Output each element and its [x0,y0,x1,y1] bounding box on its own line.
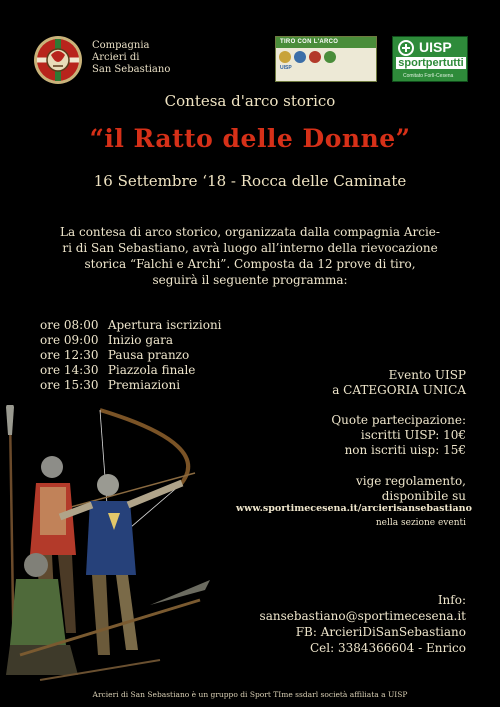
sponsor-badge-icon [309,51,321,63]
intro-paragraph [40,224,460,288]
sponsor-badge-icon [324,51,336,63]
regulation-section: nella sezione eventi [375,518,466,528]
sponsor-badge-icon [294,51,306,63]
footer-note: Arcieri di San Sebastiano è un gruppo di Sport TIme ssdarl società affiliata a UISP [92,690,408,699]
fee-line: iscritti UISP: 10€ [360,428,466,442]
sportpertutti-wordmark: sportpertutti [396,57,466,69]
tiro-con-arco-sponsor-logo [275,36,377,82]
regulation-line: vige regolamento, [355,474,466,488]
schedule-label: Premiazioni [107,378,181,392]
schedule-item [40,363,222,378]
schedule-label: Apertura iscrizioni [107,318,222,332]
uisp-mark-icon [397,40,415,56]
schedule-item [40,333,222,348]
sponsor-badge-icon [279,51,291,63]
schedule-label: Inizio gara [107,333,174,347]
schedule-time: ore 08:00 [40,318,99,332]
contact-facebook: FB: ArcieriDiSanSebastiano [295,625,466,639]
event-subtitle: Contesa d'arco storico [164,92,336,110]
schedule-time: ore 09:00 [40,333,99,347]
event-title: “il Ratto delle Donne” [89,124,411,153]
contact-phone: Cel: 3384366604 - Enrico [309,641,466,655]
club-name-line: San Sebastiano [92,64,171,75]
club-name-line: Compagnia [92,40,150,51]
schedule-item [40,348,222,363]
fee-line: non iscriti uisp: 15€ [344,443,466,457]
schedule-item [40,318,222,333]
event-category [332,368,466,398]
sponsor-caption: UISP [280,65,292,71]
regulation-line: disponibile su [381,489,466,503]
schedule-label: Pausa pranzo [107,348,190,362]
contact-email: sansebastiano@sportimecesena.it [259,609,466,623]
intro-line: La contesa di arco storico, organizzata dalla compagnia Arcie- [60,225,440,239]
committee-caption: Comitato Forlì-Cesena [403,73,454,79]
club-seal-logo [33,35,83,85]
schedule-label: Piazzola finale [107,363,196,377]
fees-heading: Quote partecipazione: [331,413,466,427]
club-name [92,40,170,76]
contact-heading: Info: [437,593,466,607]
medieval-archers-illustration [0,405,240,705]
club-name-line: Arcieri di [92,52,140,63]
uisp-sportpertutti-logo [392,36,468,82]
contact-block [260,592,466,656]
intro-line: ri di San Sebastiano, avrà luogo all’interno della rievocazione [62,241,438,255]
regulation-url: www.sportimecesena.it/arcierisansebastiano [236,503,472,514]
regulation-block [356,474,466,504]
schedule-item [40,378,222,393]
schedule-time: ore 12:30 [40,348,99,362]
schedule-time: ore 14:30 [40,363,99,377]
event-line: Evento UISP [388,368,466,382]
event-date-place: 16 Settembre ‘18 - Rocca delle Caminate [93,172,407,190]
uisp-wordmark: UISP [419,39,452,55]
schedule-list [40,318,222,393]
event-line: a CATEGORIA UNICA [332,383,466,397]
intro-line: storica “Falchi e Archi”. Composta da 12 prove di tiro, [84,257,416,271]
sponsor-title: TIRO CON L'ARCO [276,37,376,48]
schedule-time: ore 15:30 [40,378,99,392]
fees-block [331,413,466,458]
intro-line: seguirà il seguente programma: [152,273,348,287]
